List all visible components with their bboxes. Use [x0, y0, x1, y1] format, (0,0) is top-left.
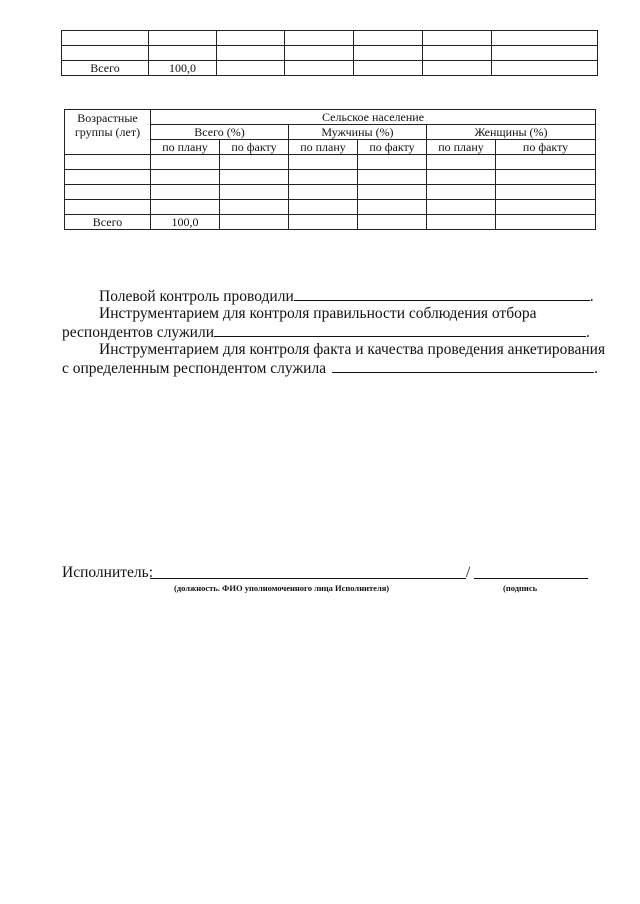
signature-separator: /	[466, 564, 471, 581]
total-label: Всего	[62, 61, 149, 76]
executor-label: Исполнитель:	[62, 564, 154, 581]
rural-population-table	[64, 109, 596, 230]
group-header-women: Женщины (%)	[427, 125, 596, 140]
signature-caption: (подпись	[503, 583, 538, 593]
total-value: 100,0	[151, 215, 220, 230]
table-row	[65, 155, 596, 170]
position-name-caption: (должность. ФИО уполномоченного лица Исполнителя)	[174, 583, 390, 593]
sub-header-plan: по плану	[151, 140, 220, 155]
distribution-table-continued	[61, 30, 598, 76]
table-row	[65, 170, 596, 185]
survey-control-line: Инструментарием для контроля факта и качества проведения анкетирования	[99, 341, 606, 358]
executor-signature-field[interactable]	[474, 578, 588, 579]
field-control-blank[interactable]	[294, 287, 590, 301]
sub-header-fact: по факту	[358, 140, 427, 155]
group-header-men: Мужчины (%)	[289, 125, 427, 140]
survey-control-blank[interactable]	[332, 359, 594, 373]
survey-control-line-cont: с определенным респондентом служила .	[62, 360, 598, 377]
sub-header-plan: по плану	[289, 140, 358, 155]
selection-control-line: Инструментарием для контроля правильности соблюдения отбора	[99, 305, 537, 322]
selection-control-blank[interactable]	[214, 323, 586, 337]
table-row-total	[65, 215, 596, 230]
table-row	[62, 31, 598, 46]
sub-header-plan: по плану	[427, 140, 496, 155]
executor-position-name-field[interactable]	[150, 578, 466, 579]
total-label: Всего	[65, 215, 151, 230]
rural-population-header: Сельское население	[151, 110, 596, 125]
selection-control-line-cont: респондентов служили .	[62, 324, 590, 341]
table-row	[62, 46, 598, 61]
sub-header-fact: по факту	[220, 140, 289, 155]
field-control-line: Полевой контроль проводили .	[99, 288, 594, 305]
table-row-total	[62, 61, 598, 76]
age-groups-header: Возрастные группы (лет)	[65, 110, 151, 155]
total-value: 100,0	[149, 61, 217, 76]
table-row	[65, 185, 596, 200]
sub-header-fact: по факту	[496, 140, 596, 155]
table-row	[65, 200, 596, 215]
group-header-total: Всего (%)	[151, 125, 289, 140]
